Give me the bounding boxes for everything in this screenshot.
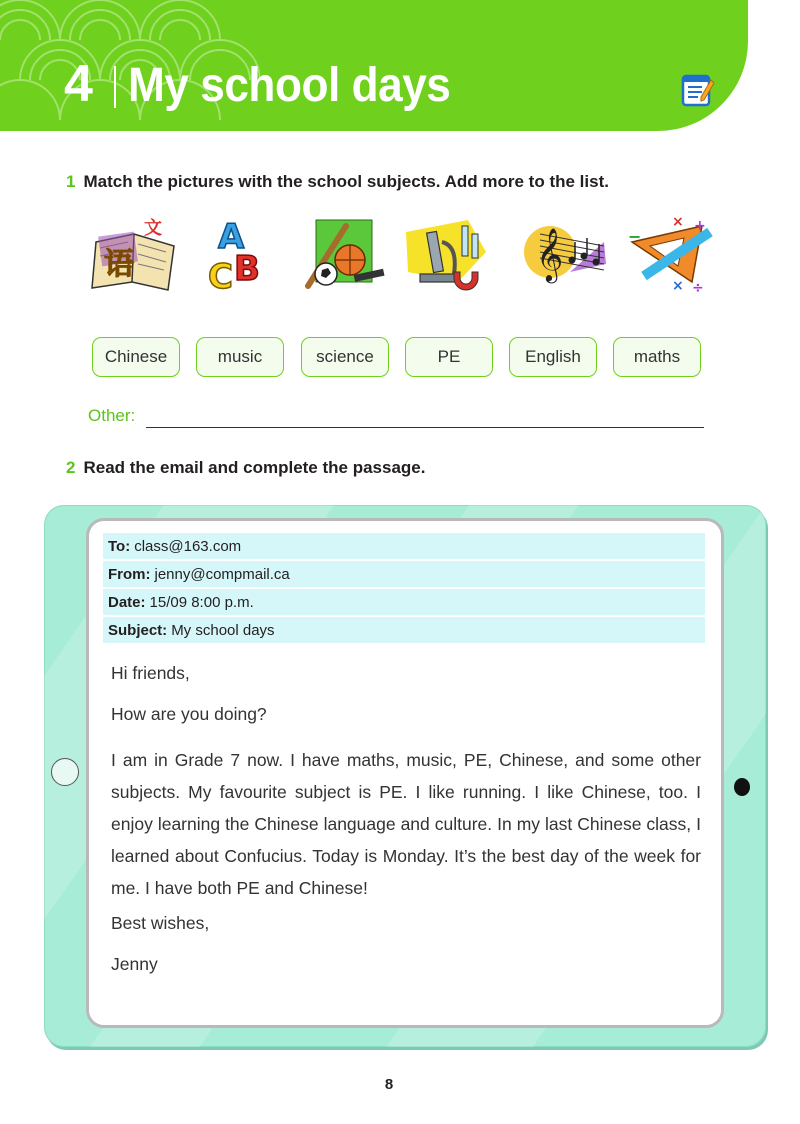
email-date-label: Date: — [108, 593, 146, 611]
svg-text:B: B — [234, 249, 260, 289]
email-greeting: Hi friends, — [111, 663, 190, 683]
tablet-camera-icon — [734, 778, 750, 796]
email-to-label: To: — [108, 537, 131, 555]
email-subject-row — [103, 617, 705, 643]
email-signature: Jenny — [111, 954, 158, 974]
svg-text:+: + — [694, 218, 706, 234]
svg-text:×: × — [672, 214, 684, 230]
section-2-number: 2 — [66, 458, 76, 477]
subject-english[interactable]: English — [509, 337, 597, 377]
unit-title: My school days — [128, 59, 451, 112]
maths-tools-icon — [622, 212, 714, 298]
email-from-value: jenny@compmail.ca — [154, 565, 290, 583]
email-date-row — [103, 589, 705, 615]
svg-text:×: × — [672, 278, 684, 294]
subject-chinese[interactable]: Chinese — [92, 337, 180, 377]
email-opening-line: How are you doing? — [111, 704, 267, 724]
other-answer-line[interactable] — [146, 427, 704, 428]
page-number: 8 — [384, 1076, 394, 1093]
subject-music[interactable]: music — [196, 337, 284, 377]
abc-letters-icon — [196, 212, 288, 298]
email-to-value: class@163.com — [134, 537, 242, 555]
notebook-icon — [680, 72, 716, 108]
sports-balls-icon — [298, 212, 390, 298]
unit-number: 4 — [64, 55, 93, 113]
email-body-paragraph: I am in Grade 7 now. I have maths, music, PE, Chinese, and some other subjects. My favourite subject is PE. I like running. I like Chinese, too. I enjoy learning the Chinese language and culture. In my last Chinese class, I learned about Confucius. Today is Monday. It’s the best day of the week for me. I have both PE and Chinese! — [111, 750, 701, 898]
unit-banner — [0, 0, 748, 131]
subject-pe[interactable]: PE — [405, 337, 493, 377]
svg-text:A: A — [218, 217, 245, 257]
microscope-icon — [398, 212, 490, 298]
subject-maths[interactable]: maths — [613, 337, 701, 377]
section-1-instruction: Match the pictures with the school subjects. Add more to the list. — [83, 172, 609, 191]
svg-text:÷: ÷ — [692, 280, 704, 296]
section-1-number: 1 — [66, 172, 76, 191]
svg-text:−: − — [628, 227, 642, 246]
svg-text:𝄞: 𝄞 — [536, 227, 564, 281]
svg-text:C: C — [208, 257, 233, 297]
title-divider — [114, 66, 116, 108]
email-from-row — [103, 561, 705, 587]
tablet-home-button[interactable] — [51, 758, 79, 786]
email-closing: Best wishes, — [111, 913, 210, 933]
subject-science[interactable]: science — [301, 337, 389, 377]
svg-text:语: 语 — [104, 247, 134, 282]
email-from-label: From: — [108, 565, 151, 583]
email-subject-label: Subject: — [108, 621, 168, 639]
other-label: Other: — [88, 406, 136, 425]
email-to-row — [103, 533, 705, 559]
section-1-heading — [66, 172, 609, 192]
email-subject-value: My school days — [171, 621, 275, 639]
chinese-book-icon — [88, 212, 180, 298]
svg-text:文: 文 — [144, 218, 162, 239]
section-2-instruction: Read the email and complete the passage. — [83, 458, 426, 477]
section-2-heading — [66, 458, 425, 478]
email-date-value: 15/09 8:00 p.m. — [149, 593, 254, 611]
music-notes-icon — [520, 212, 612, 298]
